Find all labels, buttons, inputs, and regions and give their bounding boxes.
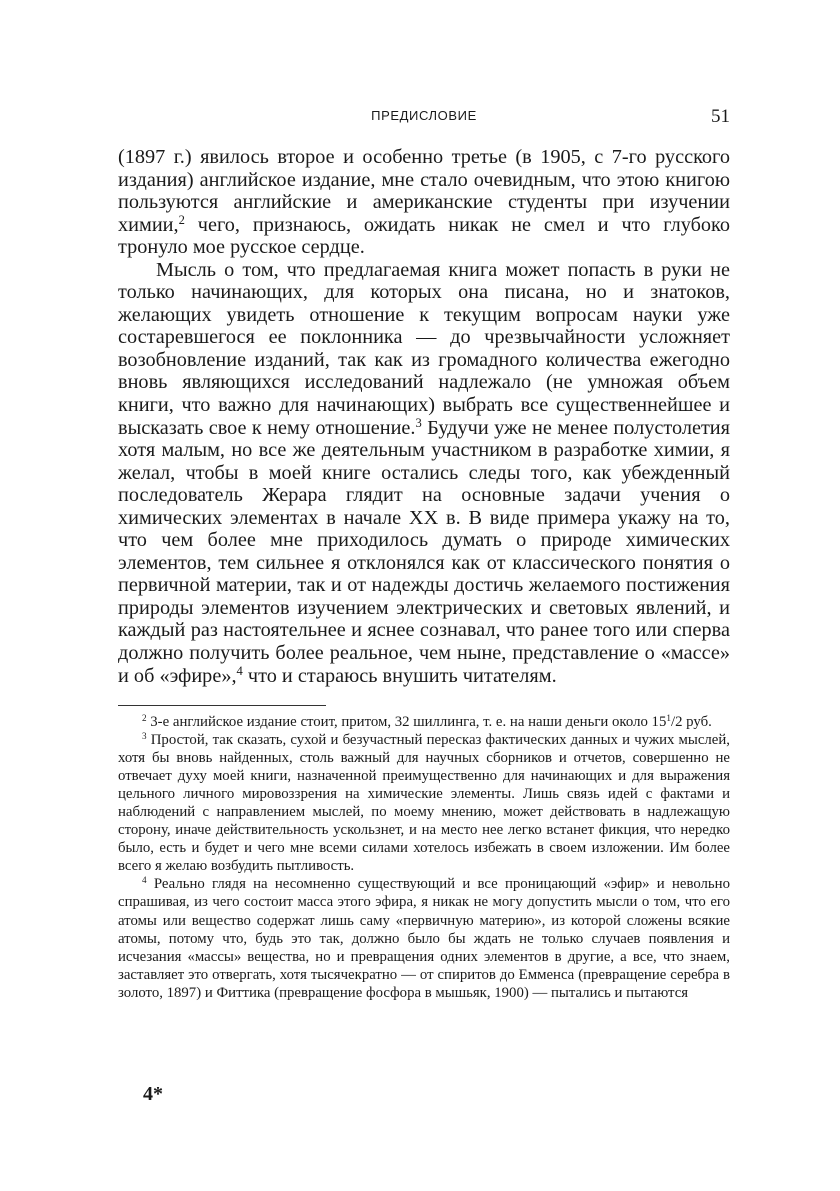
footnote-4-text: Реально глядя на несомненно существующий и все проницающий «эфир» и невольно спрашивая, из чего состоит масса этого эфира, я никак не могу допустить мысли о том, что его атомы или вещество содержат лишь саму «первичную материю», из которой сложены всякие атомы, потому что, будь это так, должно было бы ждать не только случаев появления и исчезания «массы» вещества, но и превращения одних элементов в другие, а все, что знаем, заставляет это отвергать, хотя тысячекратно — от спиритов до Емменса (превращение серебра в золото, 1897) и Фиттика (превращение фосфора в мышьяк, 1900) — пытались и пытаются [118, 876, 730, 1001]
footnote-4-mark: 4 [142, 875, 147, 886]
paragraph-1-text-b: чего, признаюсь, ожидать никак не смел и что глубоко тронуло мое русское сердце. [118, 213, 730, 259]
fraction-numerator: 1 [666, 712, 671, 723]
footnote-2 [118, 713, 730, 731]
footnote-separator [118, 705, 326, 706]
footnote-3-mark: 3 [142, 731, 147, 742]
page-header [118, 106, 730, 130]
paragraph-2-text-a: Мысль о том, что предлагаемая книга может попасть в руки не только начинающих, для которых она писана, но и знатоков, желающих увидеть отношение к текущим вопросам науки уже состаревшегося ее поклонника — до чрезвычайности усложняет возобновление изданий, так как из громадного количества ежегодно вновь являющихся исследований надлежало (не умножая объем книги, что важно для начинающих) выбрать все существеннейшее и высказать свое к нему отношение. [118, 258, 730, 439]
footnote-ref-3: 3 [415, 415, 422, 430]
signature-mark: 4* [143, 1083, 163, 1105]
footnote-ref-4: 4 [236, 663, 243, 678]
footnote-2-text-a: 3-е английское издание стоит, притом, 32 шиллинга, т. е. на наши деньги около 15 [146, 714, 667, 730]
fraction-slash: / [670, 714, 676, 730]
footnotes [118, 713, 730, 1002]
footnote-3 [118, 731, 730, 875]
page-number: 51 [711, 106, 730, 127]
paragraph-2 [118, 259, 730, 687]
paragraph-2-text-c: что и стараюсь внушить читателям. [242, 664, 557, 687]
footnote-ref-2: 2 [178, 212, 185, 227]
paragraph-1-text-a: (1897 г.) явилось второе и особенно третье (в 1905, с 7-го русского издания) английское издание, мне стало очевидным, что этою книгою пользуются английские и американские студенты при изучении химии, [118, 146, 730, 236]
footnote-2-mark: 2 [142, 712, 147, 723]
footnote-4 [118, 875, 730, 1001]
main-text [118, 146, 730, 687]
footnote-2-text-b: руб. [682, 714, 712, 730]
footnote-3-text: Простой, так сказать, сухой и безучастный пересказ фактических данных и чужих мыслей, хотя бы вновь найденных, столь важный для научных сборников и отчетов, совершенно не отвечает духу моей книги, назначенной преимущественно для начинающих и для выражения цельного личного мировоззрения на химические элементы. Лишь связь идей с фактами и наблюдений с направлением мыслей, по моему мнению, может действовать в надлежащую сторону, иначе действительность ускользнет, и на место нее легко встанет фикция, что нередко было, есть и будет и чего мне всеми силами хотелось избежать в своем изложении. Им более всего я желаю возбудить пытливость. [118, 732, 730, 875]
paragraph-2-text-b: Будучи уже не менее полустолетия хотя малым, но все же деятельным участником в разработке химии, я желал, чтобы в моей книге остались следы того, как убежденный последователь Жерара глядит на основные задачи учения о химических элементах в начале XX в. В виде примера укажу на то, что чем более мне приходилось думать о природе химических элементов, тем сильнее я отклонялся как от классического понятия о первичной материи, так и от надежды достичь желаемого постижения природы элементов изучением электрических и световых явлений, и каждый раз настоятельнее и яснее сознавал, что ранее того или сперва должно получить более реальное, чем ныне, представление о «массе» и об «эфире», [118, 416, 730, 687]
running-title: ПРЕДИСЛОВИЕ [371, 108, 477, 123]
paragraph-1 [118, 146, 730, 259]
fraction-denominator: 2 [675, 714, 683, 730]
